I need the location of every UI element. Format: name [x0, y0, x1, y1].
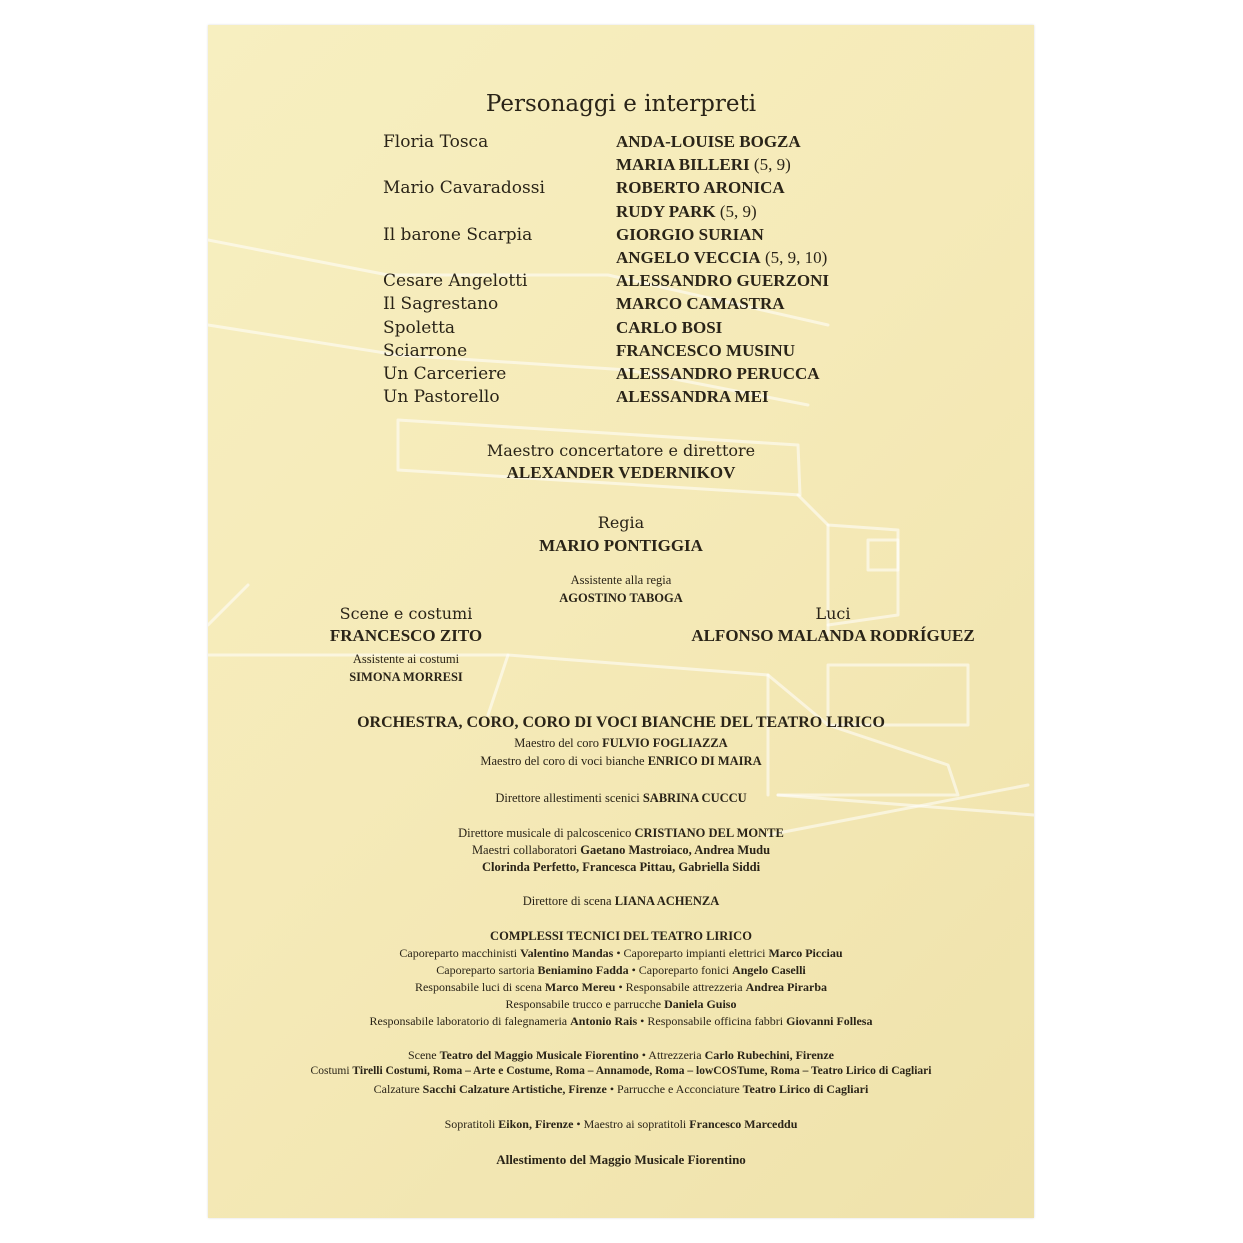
t4-name: Daniela Guiso	[664, 997, 737, 1011]
cast-singer-name: RUDY PARK	[616, 201, 716, 221]
t1-name: Valentino Mandas	[520, 946, 614, 960]
direction-name: MARIO PONTIGGIA	[539, 536, 703, 555]
surtitles-line	[208, 1117, 1034, 1132]
musical-director-line	[208, 826, 1034, 841]
direction-assistant-label: Assistente alla regia	[570, 573, 672, 587]
t5-label: Responsabile laboratorio di falegnameria	[369, 1014, 571, 1028]
children-chorus-line	[208, 754, 1034, 769]
cast-role: Mario Cavaradossi	[383, 178, 545, 199]
p3-label: Calzature	[373, 1082, 423, 1096]
cast-singer	[616, 294, 785, 314]
t2-label-2: • Caporeparto fonici	[628, 963, 733, 977]
collaborators-line	[208, 843, 1034, 858]
children-chorus-name: ENRICO DI MAIRA	[647, 754, 762, 768]
p3-name: Sacchi Calzature Artistiche, Firenze	[422, 1082, 607, 1096]
children-chorus-label: Maestro del coro di voci bianche	[480, 754, 648, 768]
staging-director-line	[208, 791, 1034, 806]
cast-singer-name: ALESSANDRO PERUCCA	[616, 364, 820, 383]
cast-singer	[616, 132, 801, 152]
chorus-master-label: Maestro del coro	[514, 736, 603, 750]
t1-label: Caporeparto macchinisti	[399, 946, 521, 960]
cast-role: Floria Tosca	[383, 132, 489, 152]
t2-label: Caporeparto sartoria	[436, 963, 538, 977]
t1-label-2: • Caporeparto impianti elettrici	[613, 946, 769, 960]
production-line-1	[208, 1048, 1034, 1063]
technical-line-4	[208, 997, 1034, 1012]
technical-line-2	[208, 963, 1034, 978]
staging-director-name: SABRINA CUCCU	[642, 791, 747, 805]
cast-performance-dates: (5, 9)	[749, 155, 791, 175]
cast-singer	[616, 364, 820, 384]
cast-singer	[616, 341, 795, 361]
p2-label: Costumi	[310, 1065, 353, 1077]
page-title: Personaggi e interpreti	[485, 91, 757, 117]
t3-name-2: Andrea Pirarba	[745, 980, 828, 994]
lights-name: ALFONSO MALANDA RODRÍGUEZ	[691, 626, 975, 645]
p3-name-2: Teatro Lirico di Cagliari	[742, 1082, 869, 1096]
stage-manager-line	[208, 894, 1034, 909]
cast-singer-name: FRANCESCO MUSINU	[616, 340, 795, 360]
t4-label: Responsabile trucco e parrucche	[505, 997, 665, 1011]
production-line-3	[208, 1082, 1034, 1097]
p2-names: Tirelli Costumi, Roma – Arte e Costume, Roma – Annamode, Roma – lowCOSTume, Roma – Teatro Lirico di Cagliari	[352, 1065, 932, 1077]
cast-role: Il barone Scarpia	[383, 224, 533, 245]
cast-singer	[616, 318, 722, 338]
cast-singer-name: ALESSANDRA MEI	[616, 387, 769, 407]
stage-manager-label: Direttore di scena	[522, 894, 615, 908]
cast-singer	[616, 271, 829, 291]
collaborators-names: Gaetano Mastroiaco, Andrea Mudu	[580, 843, 771, 857]
t2-name-2: Angelo Caselli	[732, 963, 806, 977]
t2-name: Beniamino Fadda	[537, 963, 629, 977]
cast-singer-name: CARLO BOSI	[616, 317, 723, 337]
t3-label-2: • Responsabile attrezzeria	[615, 980, 746, 994]
sets-assistant-label: Assistente ai costumi	[352, 652, 460, 666]
cast-singer	[616, 178, 785, 198]
collaborators-names-2: Clorinda Perfetto, Francesca Pittau, Gabriella Siddi	[481, 860, 761, 874]
cast-singer	[616, 225, 764, 245]
cast-singer-name: GIORGIO SURIAN	[616, 224, 764, 244]
t3-name: Marco Mereu	[544, 980, 616, 994]
cast-singer-name: ROBERTO ARONICA	[616, 178, 785, 198]
cast-singer-name: ANGELO VECCIA	[616, 248, 761, 267]
p1-label-2: • Attrezzeria	[638, 1048, 705, 1062]
t3-label: Responsabile luci di scena	[414, 980, 545, 994]
cast-performance-dates: (5, 9, 10)	[760, 248, 828, 267]
cast-singer-name: MARCO CAMASTRA	[616, 294, 785, 314]
surtitles-master-name: Francesco Marceddu	[689, 1117, 798, 1131]
conductor-label: Maestro concertatore e direttore	[486, 441, 756, 460]
t1-name-2: Marco Picciau	[768, 946, 843, 960]
sets-name: FRANCESCO ZITO	[329, 626, 483, 645]
p3-label-2: • Parrucche e Acconciature	[606, 1082, 743, 1096]
surtitles-provider: Eikon, Firenze	[498, 1117, 574, 1131]
direction-label: Regia	[597, 513, 645, 532]
collaborators-line-2	[208, 860, 1034, 875]
musical-director-label: Direttore musicale di palcoscenico	[458, 826, 635, 840]
production-line-2	[208, 1065, 1034, 1077]
staging-director-label: Direttore allestimenti scenici	[495, 791, 643, 805]
cast-role: Un Pastorello	[383, 387, 500, 408]
technical-line-3	[208, 980, 1034, 995]
t5-name: Antonio Rais	[570, 1014, 638, 1028]
cast-singer-name: ANDA-LOUISE BOGZA	[616, 132, 801, 151]
p1-name-2: Carlo Rubechini, Firenze	[704, 1048, 835, 1062]
cast-role: Un Carceriere	[383, 364, 507, 384]
sets-label: Scene e costumi	[339, 604, 473, 623]
t5-label-2: • Responsabile officina fabbri	[637, 1014, 787, 1028]
technical-line-1	[208, 946, 1034, 961]
cast-singer	[616, 248, 827, 268]
sets-assistant-name: SIMONA MORRESI	[349, 670, 463, 684]
cast-singer	[616, 202, 757, 222]
production-credit: Allestimento del Maggio Musicale Fiorentino	[496, 1152, 746, 1167]
cast-singer-name: MARIA BILLERI	[616, 155, 750, 175]
cast-role: Il Sagrestano	[383, 294, 499, 315]
orchestra-heading: ORCHESTRA, CORO, CORO DI VOCI BIANCHE DEL TEATRO LIRICO	[357, 714, 885, 731]
cast-singer	[616, 387, 769, 407]
cast-singer-name: ALESSANDRO GUERZONI	[616, 271, 830, 291]
technical-heading: COMPLESSI TECNICI DEL TEATRO LIRICO	[490, 929, 752, 943]
program-page	[208, 25, 1034, 1218]
p1-name: Teatro del Maggio Musicale Fiorentino	[439, 1048, 639, 1062]
t5-name-2: Giovanni Follesa	[786, 1014, 873, 1028]
lights-label: Luci	[815, 604, 851, 623]
technical-line-5	[208, 1014, 1034, 1029]
cast-role: Cesare Angelotti	[383, 271, 528, 292]
chorus-master-line	[208, 736, 1034, 751]
direction-assistant-name: AGOSTINO TABOGA	[559, 591, 683, 605]
chorus-master-name: FULVIO FOGLIAZZA	[602, 736, 728, 750]
musical-director-name: CRISTIANO DEL MONTE	[634, 826, 784, 840]
surtitles-label: Sopratitoli	[444, 1117, 499, 1131]
cast-singer	[616, 155, 791, 175]
cast-role: Sciarrone	[383, 340, 468, 361]
p1-label: Scene	[407, 1048, 440, 1062]
stage-manager-name: LIANA ACHENZA	[614, 894, 720, 908]
cast-performance-dates: (5, 9)	[715, 201, 757, 221]
collaborators-label: Maestri collaboratori	[471, 843, 581, 857]
surtitles-master-label: • Maestro ai sopratitoli	[573, 1117, 690, 1131]
cast-role: Spoletta	[383, 317, 456, 338]
conductor-name: ALEXANDER VEDERNIKOV	[506, 463, 736, 482]
